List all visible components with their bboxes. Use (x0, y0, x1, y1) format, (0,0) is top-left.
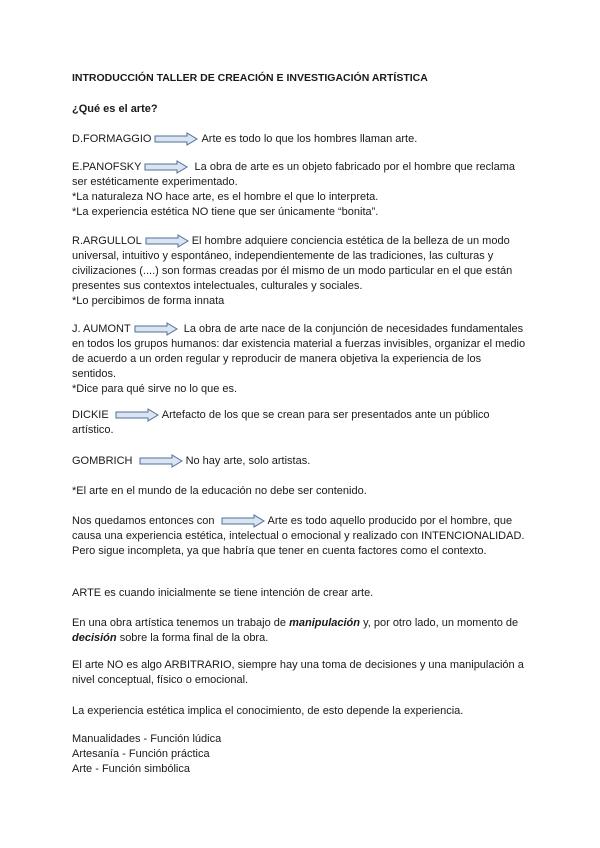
intention-paragraph: ARTE es cuando inicialmente se tiene intención de crear arte. (72, 587, 374, 599)
dickie-entry (72, 408, 528, 438)
note-text: *La experiencia estética NO tiene que ser únicamente “bonita”. (72, 206, 379, 218)
right-arrow-icon (221, 514, 265, 528)
formaggio-entry (72, 132, 528, 147)
conclusion-lead: Nos quedamos entonces con (72, 515, 215, 527)
author-label: J. AUMONT (72, 323, 131, 335)
panofsky-entry (72, 160, 528, 220)
gombrich-entry (72, 454, 528, 469)
aumont-entry (72, 322, 528, 397)
right-arrow-icon (154, 132, 198, 146)
experience-paragraph: La experiencia estética implica el conocimiento, de esto depende la experiencia. (72, 705, 464, 717)
list-item: Manualidades - Función lúdica (72, 733, 222, 745)
right-arrow-icon (134, 322, 178, 336)
author-label: R.ARGULLOL (72, 235, 142, 247)
author-label: D.FORMAGGIO (72, 133, 152, 145)
question-heading: ¿Qué es el arte? (72, 103, 158, 115)
definition-text: Artefacto de los que se crean para ser presentados ante un público artístico. (72, 409, 490, 436)
list-item: Artesanía - Función práctica (72, 748, 210, 760)
conclusion-paragraph (72, 514, 528, 559)
author-label: DICKIE (72, 409, 109, 421)
education-note: *El arte en el mundo de la educación no debe ser contenido. (72, 485, 367, 497)
right-arrow-icon (145, 234, 189, 248)
emphasis-decision: decisión (72, 632, 117, 644)
text-segment: En una obra artística tenemos un trabajo de (72, 617, 287, 629)
arbitrary-paragraph: El arte NO es algo ARBITRARIO, siempre hay una toma de decisiones y una manipulación a nivel conceptual, físico o emocional. (72, 659, 524, 686)
author-label: GOMBRICH (72, 455, 133, 467)
manipulation-paragraph (72, 616, 528, 646)
emphasis-manipulation: manipulación (289, 617, 360, 629)
definition-text: No hay arte, solo artistas. (185, 455, 311, 467)
definition-text: Arte es todo lo que los hombres llaman arte. (201, 133, 418, 145)
author-label: E.PANOFSKY (72, 161, 142, 173)
definition-text: La obra de arte nace de la conjunción de necesidades fundamentales en todos los grupos humanos: dar existencia material a fuerzas invisibles, organizar el medio de acuerdo a un orden regular y reproducir de manera objetiva la experiencia de los sentidos. (72, 323, 526, 380)
note-text: *La naturaleza NO hace arte, es el hombre el que lo interpreta. (72, 191, 379, 203)
text-segment: y, por otro lado, un momento de (363, 617, 519, 629)
conclusion-text: Arte es todo aquello producido por el hombre, que causa una experiencia estética, intelectual o emocional y realizado con INTENCIONALIDAD. Pero sigue incompleta, ya que habría que tener en cuenta factores como el contexto. (72, 515, 525, 557)
text-segment: sobre la forma final de la obra. (119, 632, 269, 644)
right-arrow-icon (144, 160, 188, 174)
document-title: INTRODUCCIÓN TALLER DE CREACIÓN E INVESTIGACIÓN ARTÍSTICA (72, 72, 428, 84)
note-text: *Lo percibimos de forma innata (72, 295, 225, 307)
definition-text: El hombre adquiere conciencia estética de la belleza de un modo universal, intuitivo y espontáneo, independientemente de las tradiciones, las culturas y civilizaciones (....) son formas creadas por él mismo de un modo particular en el que están presentes sus contextos intelectuales, culturales y sociales. (72, 235, 513, 292)
right-arrow-icon (115, 408, 159, 422)
argullol-entry (72, 234, 528, 309)
note-text: *Dice para qué sirve no lo que es. (72, 383, 238, 395)
right-arrow-icon (139, 454, 183, 468)
list-item: Arte - Función simbólica (72, 763, 190, 775)
functions-list (72, 732, 528, 777)
definition-text: La obra de arte es un objeto fabricado por el hombre que reclama ser estéticamente experimentado. (72, 161, 515, 188)
